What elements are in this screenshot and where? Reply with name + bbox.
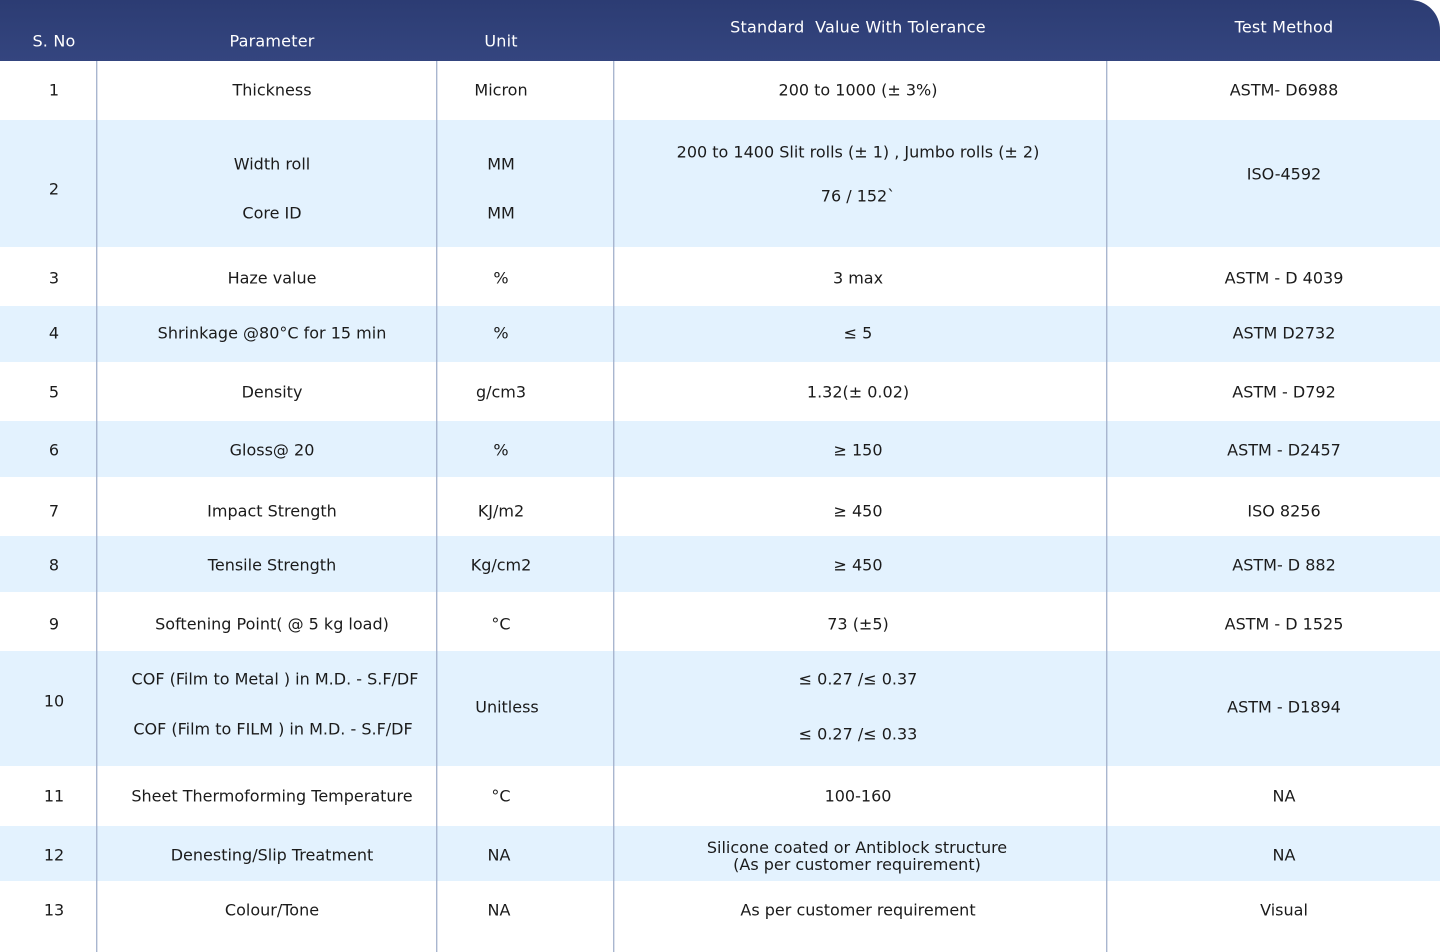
cell-test-method: ASTM - D2457 [1227,440,1341,460]
cell-parameter: Softening Point( @ 5 kg load) [155,614,389,634]
cell-unit: Kg/cm2 [470,555,532,575]
cell-standard: ≥ 450 [833,501,883,521]
cell-test-method: ASTM - D 4039 [1224,268,1344,288]
cell-sno: 6 [48,440,60,460]
cell-parameter: Denesting/Slip Treatment [170,845,374,865]
cell-standard: 200 to 1000 (± 3%) [778,80,938,100]
cell-standard: ≥ 450 [833,555,883,575]
cell-sno: 9 [48,614,60,634]
cell-standard-secondary: ≤ 0.27 /≤ 0.33 [798,724,918,744]
cell-sno: 10 [43,691,65,711]
cell-unit: % [493,268,509,288]
column-divider [613,61,614,952]
cell-unit: NA [487,845,511,865]
table-row [0,362,1440,421]
cell-test-method: ISO-4592 [1246,164,1322,184]
cell-unit: g/cm3 [475,382,527,402]
header-sno: S. No [32,31,76,51]
cell-standard: ≤ 0.27 /≤ 0.37 [798,669,918,689]
table-row [0,120,1440,247]
table-row [0,247,1440,306]
header-test-method: Test Method [1234,17,1334,37]
table-row [0,536,1440,592]
cell-parameter: Sheet Thermoforming Temperature [131,786,413,806]
cell-standard-secondary: 76 / 152` [820,186,896,206]
cell-parameter: Impact Strength [207,501,337,521]
cell-unit: MM [487,154,515,174]
cell-parameter: Width roll [233,154,311,174]
cell-sno: 11 [43,786,65,806]
cell-parameter: Shrinkage @80°C for 15 min [157,323,387,343]
column-divider [96,61,97,952]
cell-standard: 73 (±5) [827,614,889,634]
header-parameter: Parameter [229,31,315,51]
cell-sno: 1 [48,80,60,100]
cell-unit: °C [491,614,511,634]
table-row [0,766,1440,826]
cell-test-method: ASTM- D6988 [1229,80,1339,100]
cell-sno: 12 [43,845,65,865]
cell-parameter: Gloss@ 20 [229,440,315,460]
cell-test-method: ASTM - D1894 [1227,697,1341,717]
cell-unit: KJ/m2 [477,501,525,521]
cell-parameter: Colour/Tone [224,900,320,920]
cell-sno: 2 [48,179,60,199]
cell-parameter: Haze value [227,268,317,288]
cell-test-method: NA [1272,786,1296,806]
table-row [0,477,1440,536]
cell-sno: 4 [48,323,60,343]
cell-sno: 3 [48,268,60,288]
cell-standard: As per customer requirement [740,900,976,920]
cell-parameter: Tensile Strength [207,555,337,575]
cell-sno: 7 [48,501,60,521]
cell-parameter-secondary: COF (Film to FILM ) in M.D. - S.F/DF [133,719,413,739]
cell-standard: ≥ 150 [833,440,883,460]
cell-unit: Micron [474,80,528,100]
cell-test-method: ASTM- D 882 [1232,555,1336,575]
header-unit: Unit [484,31,518,51]
table-row [0,826,1440,881]
cell-parameter: Density [241,382,303,402]
table-row [0,592,1440,651]
cell-standard: 1.32(± 0.02) [806,382,910,402]
cell-unit: NA [487,900,511,920]
cell-sno: 5 [48,382,60,402]
column-divider [436,61,437,952]
cell-standard: Silicone coated or Antiblock structure (As per customer requirement) [706,838,1008,874]
table-row [0,306,1440,362]
table-row [0,61,1440,120]
table-row [0,421,1440,477]
cell-unit: % [493,440,509,460]
cell-test-method: ASTM - D792 [1232,382,1336,402]
cell-standard: 3 max [832,268,884,288]
cell-standard: 100-160 [824,786,892,806]
table-header [0,0,1440,61]
cell-test-method: NA [1272,845,1296,865]
cell-parameter: Thickness [232,80,312,100]
cell-test-method: ASTM D2732 [1232,323,1336,343]
table-row [0,881,1440,952]
cell-test-method: ASTM - D 1525 [1224,614,1344,634]
cell-unit: °C [491,786,511,806]
header-standard: Standard Value With Tolerance [730,17,986,37]
cell-parameter: COF (Film to Metal ) in M.D. - S.F/DF [131,669,419,689]
cell-standard: ≤ 5 [843,323,873,343]
cell-unit-secondary: MM [487,203,515,223]
table-row [0,651,1440,766]
cell-sno: 8 [48,555,60,575]
cell-unit: Unitless [475,697,539,717]
column-divider [1106,61,1107,952]
cell-test-method: Visual [1260,900,1308,920]
cell-test-method: ISO 8256 [1247,501,1321,521]
cell-standard: 200 to 1400 Slit rolls (± 1) , Jumbo rolls (± 2) [676,142,1040,162]
cell-unit: % [493,323,509,343]
cell-parameter-secondary: Core ID [242,203,302,223]
cell-sno: 13 [43,900,65,920]
